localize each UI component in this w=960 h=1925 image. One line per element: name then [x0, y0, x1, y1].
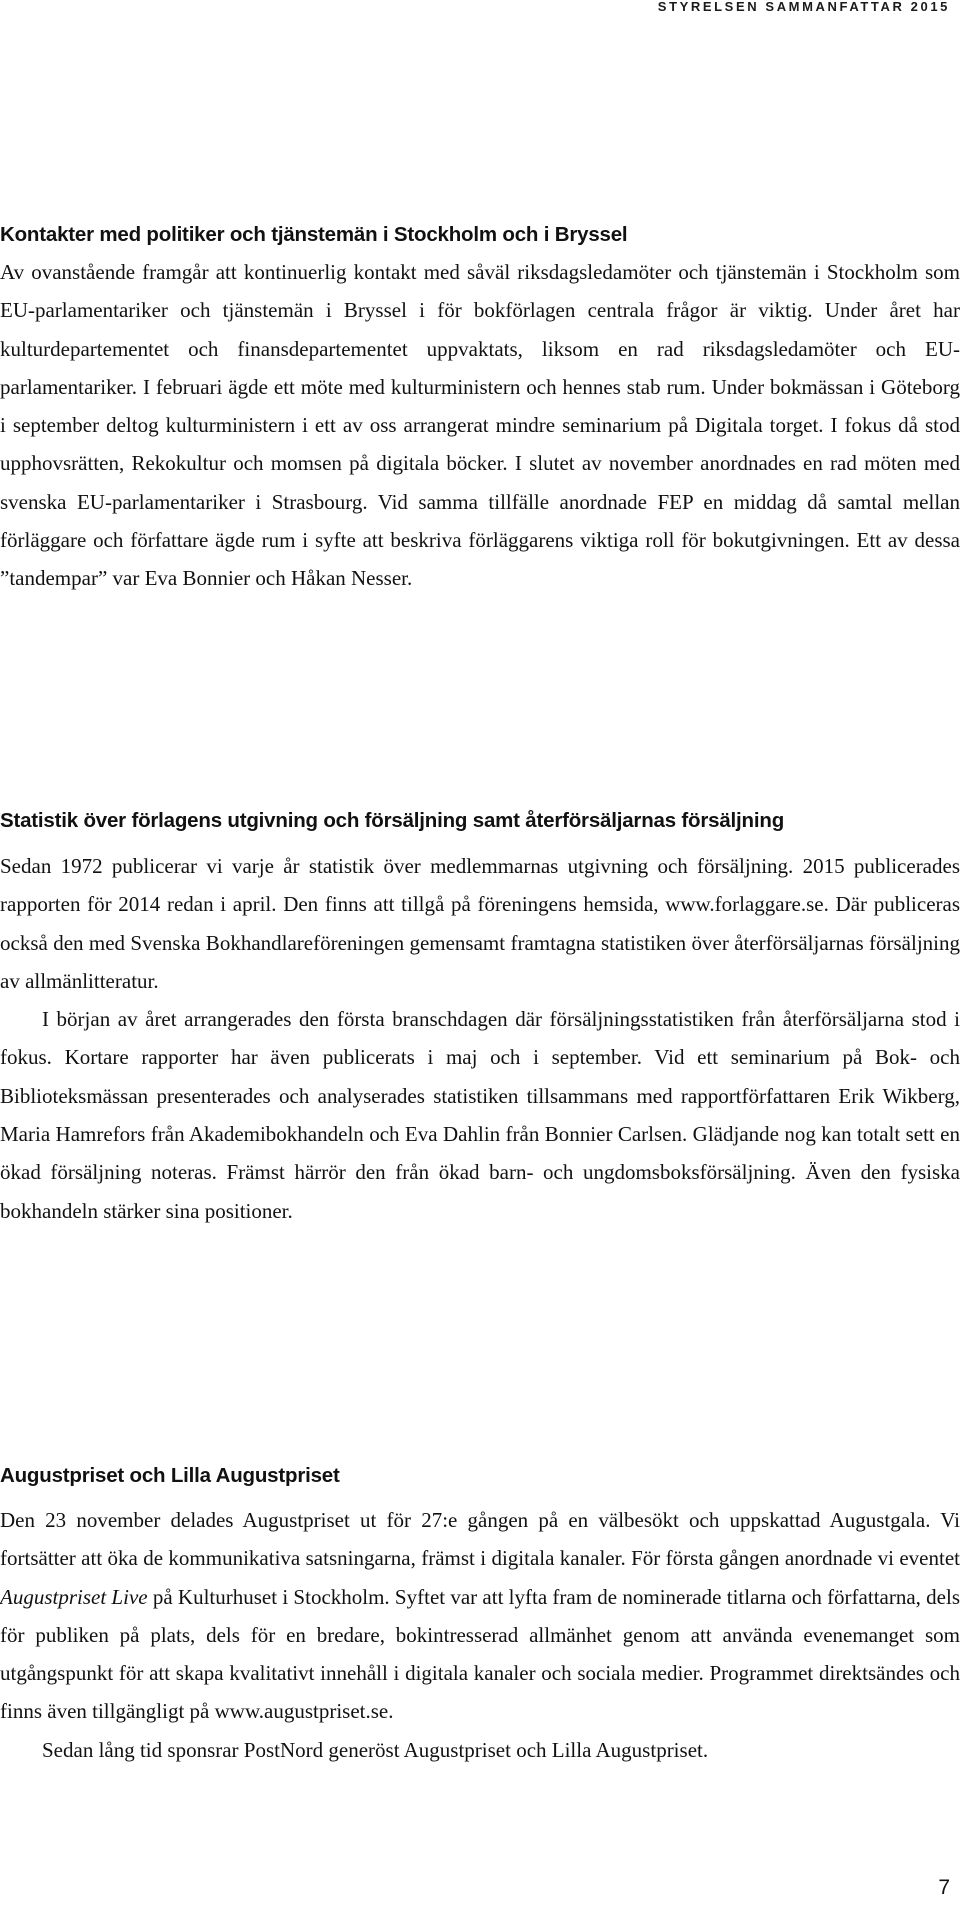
paragraph-text: på Kulturhuset i Stockholm. Syftet var att lyfta fram de nominerade titlarna och författarna, dels för publiken på plats, dels för en bredare, bokintresserad allmänhet genom att använda evenemanget som utgångspunkt för att skapa kvalitativt innehåll i digitala kanaler och sociala medier. Programmet direktsändes och finns även tillgängligt på www.augustpriset.se. [0, 1584, 960, 1724]
body-paragraph: Av ovanstående framgår att kontinuerlig kontakt med såväl riksdagsledamöter och tjänstemän i Stockholm som EU-parlamentariker och tjänstemän i Bryssel i för bokförlagen centrala frågor är viktig. Under året har kulturdepartementet och finansdepartementet uppvaktats, liksom en rad riksdagsledamöter och EU-parlamentariker. I februari ägde ett möte med kulturministern och hennes stab rum. Under bokmässan i Göteborg i september deltog kulturministern i ett av oss arrangerat mindre seminarium på Digitala torget. I fokus då stod upphovsrätten, Rekokultur och momsen på digitala böcker. I slutet av november anordnades en rad möten med svenska EU-parlamentariker i Strasbourg. Vid samma tillfälle anordnade FEP en middag då samtal mellan förläggare och författare ägde rum i syfte att beskriva förläggarens viktiga roll för bokutgivningen. Ett av dessa ”tandempar” var Eva Bonnier och Håkan Nesser. [0, 260, 960, 591]
section-politiker [0, 219, 960, 598]
running-header: STYRELSEN SAMMANFATTAR 2015 [657, 0, 950, 14]
section-augustpriset [0, 1460, 960, 1769]
event-name: Augustpriset Live [0, 1584, 148, 1609]
section-heading: Statistik över förlagens utgivning och försäljning samt återförsäljarnas försäljning [0, 809, 785, 832]
paragraph-text: Den 23 november delades Augustpriset ut för 27:e gången på en välbesökt och uppskattad Augustgala. Vi fortsätter att öka de kommunikativa satsningarna, främst i digitala kanaler. För första gången anordnade vi eventet [0, 1508, 960, 1571]
body-paragraph [0, 1501, 960, 1731]
section-heading: Kontakter med politiker och tjänstemän i Stockholm och i Bryssel [0, 223, 628, 246]
body-paragraph: I början av året arrangerades den första branschdagen där försäljningsstatistiken från återförsäljarna stod i fokus. Kortare rapporter har även publicerats i maj och i september. Vid ett seminarium på Bok- och Biblioteksmässan presenterades och analyserades statistiken tillsammans med rapportförfattaren Erik Wikberg, Maria Hamrefors från Akademibokhandeln och Eva Dahlin från Bonnier Carlsen. Glädjande nog kan totalt sett en ökad försäljning noteras. Främst härrör den från ökad barn- och ungdomsboksförsäljning. Även den fysiska bokhandeln stärker sina positioner. [0, 1007, 960, 1223]
body-paragraph: Sedan 1972 publicerar vi varje år statistik över medlemmarnas utgivning och försäljning. 2015 publicerades rapporten för 2014 redan i april. Den finns att tillgå på föreningens hemsida, www.forlaggare.se. Där publiceras också den med Svenska Bokhandlareföreningen gemensamt framtagna statistiken över återförsäljarnas försäljning av allmänlitteratur. [0, 854, 960, 993]
body-paragraph: Sedan lång tid sponsrar PostNord generöst Augustpriset och Lilla Augustpriset. [42, 1737, 709, 1762]
section-heading: Augustpriset och Lilla Augustpriset [0, 1464, 340, 1487]
page-number: 7 [938, 1876, 950, 1899]
section-statistik [0, 805, 960, 1230]
